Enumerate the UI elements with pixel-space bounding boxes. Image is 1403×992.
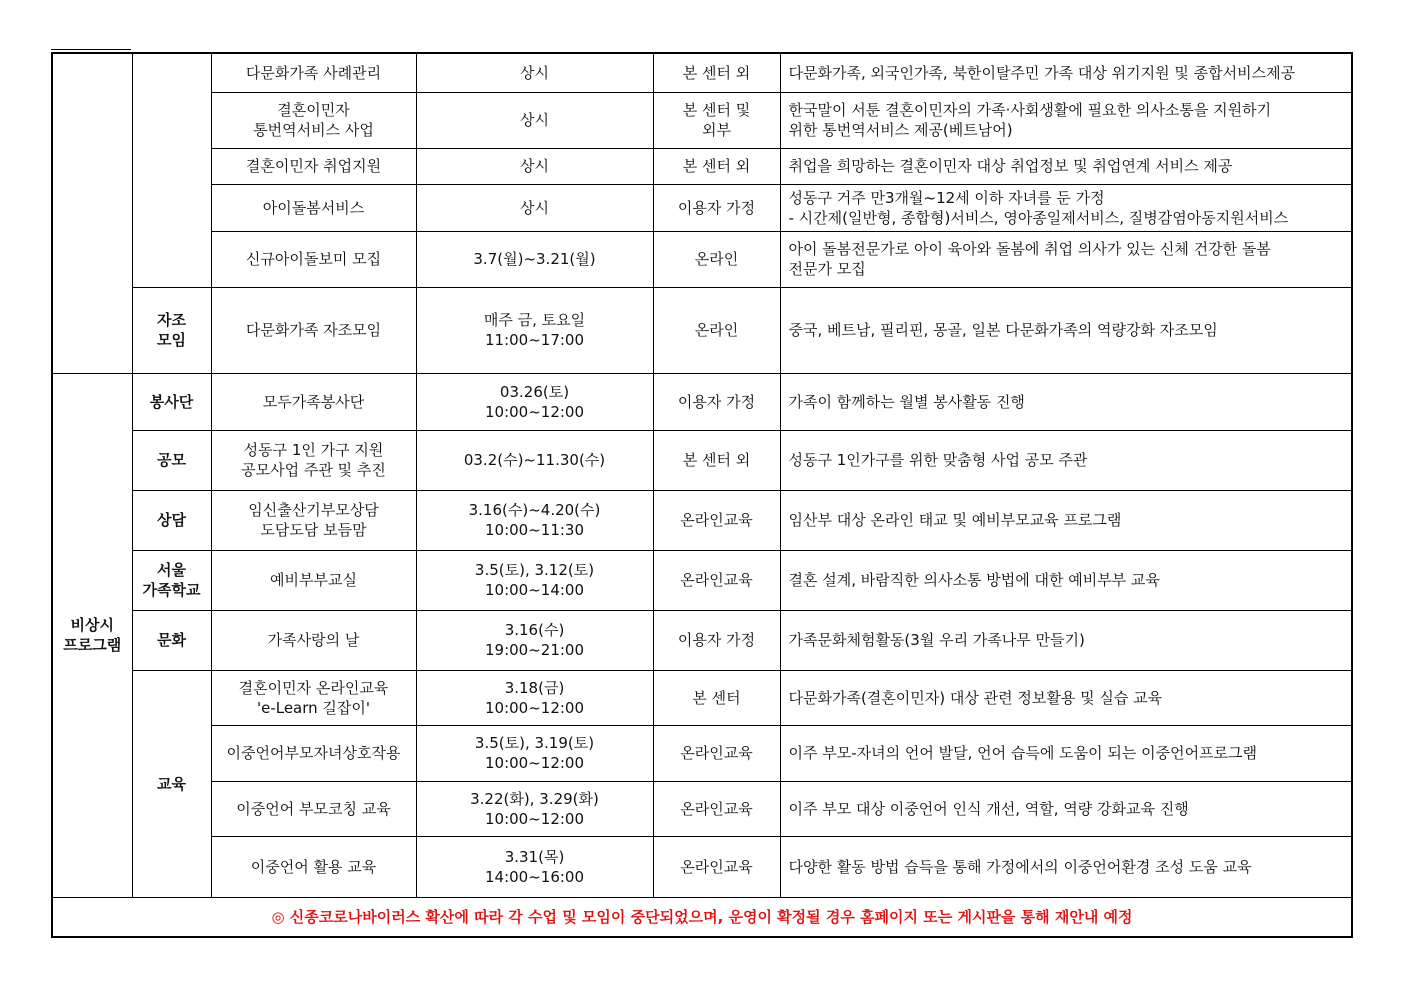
table-row (52, 373, 1352, 430)
program-desc: 아이 돌봄전문가로 아이 육아와 돌봄에 취업 의사가 있는 신체 건강한 돌봄 전문가 모집 (780, 231, 1352, 287)
program-place: 온라인교육 (653, 490, 780, 550)
program-desc: 이주 부모-자녀의 언어 발달, 언어 습득에 도움이 되는 이중언어프로그램 (780, 725, 1352, 781)
program-desc: 결혼 설계, 바람직한 의사소통 방법에 대한 예비부부 교육 (780, 550, 1352, 610)
program-name: 임신출산기부모상담 도담도담 보듬맘 (211, 490, 416, 550)
program-period: 상시 (416, 53, 653, 92)
category-blank (132, 53, 211, 287)
notice-text: ◎ 신종코로나바이러스 확산에 따라 각 수업 및 모임이 중단되었으며, 운영이 확정될 경우 홈페이지 또는 게시판을 통해 재안내 예정 (52, 897, 1352, 937)
program-name: 결혼이민자 온라인교육 'e-Learn 길잡이' (211, 670, 416, 725)
program-desc: 임산부 대상 온라인 태교 및 예비부모교육 프로그램 (780, 490, 1352, 550)
program-name: 이중언어 부모코칭 교육 (211, 781, 416, 836)
program-desc: 한국말이 서툰 결혼이민자의 가족·사회생활에 필요한 의사소통을 지원하기 위한 통번역서비스 제공(베트남어) (780, 92, 1352, 148)
program-name: 예비부부교실 (211, 550, 416, 610)
category-education: 교육 (132, 670, 211, 897)
program-desc: 중국, 베트남, 필리핀, 몽골, 일본 다문화가족의 역량강화 자조모임 (780, 287, 1352, 373)
program-name: 성동구 1인 가구 지원 공모사업 주관 및 추진 (211, 430, 416, 490)
table-row (52, 53, 1352, 92)
table-row (52, 92, 1352, 148)
program-place: 온라인교육 (653, 781, 780, 836)
table-row (52, 430, 1352, 490)
table-row (52, 670, 1352, 725)
program-period: 3.16(수)~4.20(수) 10:00~11:30 (416, 490, 653, 550)
program-desc: 이주 부모 대상 이중언어 인식 개선, 역할, 역량 강화교육 진행 (780, 781, 1352, 836)
program-desc: 취업을 희망하는 결혼이민자 대상 취업정보 및 취업연계 서비스 제공 (780, 148, 1352, 184)
program-name: 신규아이돌보미 모집 (211, 231, 416, 287)
program-place: 본 센터 및 외부 (653, 92, 780, 148)
program-place: 온라인교육 (653, 725, 780, 781)
table-row (52, 836, 1352, 897)
program-name: 가족사랑의 날 (211, 610, 416, 670)
category-volunteer: 봉사단 (132, 373, 211, 430)
category-self-help: 자조 모임 (132, 287, 211, 373)
program-period: 03.2(수)~11.30(수) (416, 430, 653, 490)
category-seoul-school: 서울 가족학교 (132, 550, 211, 610)
program-name: 아이돌봄서비스 (211, 184, 416, 231)
table-row (52, 725, 1352, 781)
table-row (52, 287, 1352, 373)
table-row (52, 490, 1352, 550)
program-name: 이중언어 활용 교육 (211, 836, 416, 897)
program-name: 모두가족봉사단 (211, 373, 416, 430)
table-row (52, 231, 1352, 287)
program-place: 이용자 가정 (653, 184, 780, 231)
program-name: 다문화가족 자조모임 (211, 287, 416, 373)
program-period: 03.26(토) 10:00~12:00 (416, 373, 653, 430)
program-period: 상시 (416, 148, 653, 184)
program-name: 결혼이민자 통번역서비스 사업 (211, 92, 416, 148)
category-counseling: 상담 (132, 490, 211, 550)
program-period: 3.31(목) 14:00~16:00 (416, 836, 653, 897)
table-row (52, 148, 1352, 184)
program-name: 이중언어부모자녀상호작용 (211, 725, 416, 781)
program-place: 이용자 가정 (653, 373, 780, 430)
category-culture: 문화 (132, 610, 211, 670)
program-place: 온라인교육 (653, 836, 780, 897)
notice-row (52, 897, 1352, 937)
program-desc: 다문화가족, 외국인가족, 북한이탈주민 가족 대상 위기지원 및 종합서비스제공 (780, 53, 1352, 92)
program-place: 온라인교육 (653, 550, 780, 610)
program-place: 본 센터 외 (653, 53, 780, 92)
program-period: 매주 금, 토요일 11:00~17:00 (416, 287, 653, 373)
program-period: 3.18(금) 10:00~12:00 (416, 670, 653, 725)
program-desc: 다양한 활동 방법 습득을 통해 가정에서의 이중언어환경 조성 도움 교육 (780, 836, 1352, 897)
program-schedule-table (51, 52, 1353, 938)
section-regular (52, 53, 132, 373)
top-rule (51, 49, 131, 50)
program-period: 3.16(수) 19:00~21:00 (416, 610, 653, 670)
program-desc: 성동구 1인가구를 위한 맞춤형 사업 공모 주관 (780, 430, 1352, 490)
table-row (52, 184, 1352, 231)
program-place: 이용자 가정 (653, 610, 780, 670)
table-row (52, 550, 1352, 610)
program-place: 온라인 (653, 231, 780, 287)
program-name: 다문화가족 사례관리 (211, 53, 416, 92)
table-row (52, 610, 1352, 670)
program-desc: 가족문화체험활동(3월 우리 가족나무 만들기) (780, 610, 1352, 670)
program-period: 3.5(토), 3.19(토) 10:00~12:00 (416, 725, 653, 781)
program-place: 본 센터 (653, 670, 780, 725)
program-desc: 다문화가족(결혼이민자) 대상 관련 정보활용 및 실습 교육 (780, 670, 1352, 725)
program-period: 3.5(토), 3.12(토) 10:00~14:00 (416, 550, 653, 610)
program-place: 본 센터 외 (653, 148, 780, 184)
program-name: 결혼이민자 취업지원 (211, 148, 416, 184)
program-place: 본 센터 외 (653, 430, 780, 490)
program-period: 3.7(월)~3.21(월) (416, 231, 653, 287)
program-desc: 가족이 함께하는 월별 봉사활동 진행 (780, 373, 1352, 430)
category-contest: 공모 (132, 430, 211, 490)
program-period: 상시 (416, 184, 653, 231)
program-period: 3.22(화), 3.29(화) 10:00~12:00 (416, 781, 653, 836)
program-period: 상시 (416, 92, 653, 148)
section-special: 비상시 프로그램 (52, 373, 132, 897)
program-desc: 성동구 거주 만3개월~12세 이하 자녀를 둔 가정 - 시간제(일반형, 종합형)서비스, 영아종일제서비스, 질병감염아동지원서비스 (780, 184, 1352, 231)
table-row (52, 781, 1352, 836)
program-place: 온라인 (653, 287, 780, 373)
